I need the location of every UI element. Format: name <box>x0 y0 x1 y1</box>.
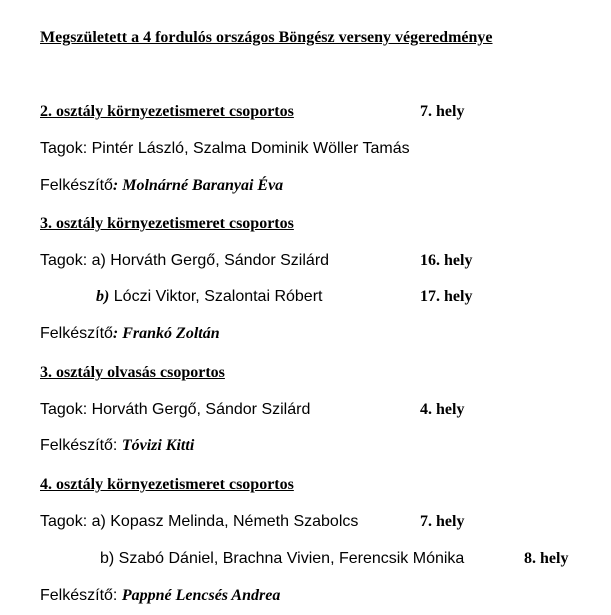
mentor-line <box>40 326 220 342</box>
mentor-name: Tóvizi Kitti <box>121 437 195 454</box>
mentor-label: Felkészítő <box>40 177 113 194</box>
team-a-place: 16. hely <box>420 252 473 269</box>
team-a-line <box>40 253 329 269</box>
section-heading: 4. osztály környezetismeret csoportos <box>40 476 294 493</box>
members-line: Tagok: Horváth Gergő, Sándor Szilárd <box>40 401 311 418</box>
team-b-members: Lóczi Viktor, Szalontai Róbert <box>109 288 323 305</box>
mentor-line <box>40 178 283 194</box>
mentor-label: Felkészítő: <box>40 587 122 604</box>
team-a-members: Horváth Gergő, Sándor Szilárd <box>110 252 330 269</box>
mentor-line <box>40 438 194 454</box>
team-a-prefix: Tagok: a) <box>40 252 111 269</box>
place-label: 4. hely <box>420 401 465 418</box>
team-b-place: 17. hely <box>420 288 473 305</box>
document-title: Megszületett a 4 fordulós országos Böngész verseny végeredménye <box>40 29 493 46</box>
mentor-name: Pappné Lencsés Andrea <box>121 587 281 604</box>
team-a-line: Tagok: a) Kopasz Melinda, Németh Szabolcs <box>40 513 359 530</box>
section-heading: 2. osztály környezetismeret csoportos <box>40 103 294 120</box>
mentor-name: : Frankó Zoltán <box>112 325 220 342</box>
team-b-label: b) <box>96 288 110 305</box>
team-b-place: 8. hely <box>524 550 569 567</box>
place-label: 7. hely <box>420 103 465 120</box>
team-a-place: 7. hely <box>420 513 465 530</box>
section-heading: 3. osztály környezetismeret csoportos <box>40 215 294 232</box>
mentor-line <box>40 588 280 604</box>
section-heading: 3. osztály olvasás csoportos <box>40 364 225 381</box>
mentor-label: Felkészítő: <box>40 437 122 454</box>
members-line: Tagok: Pintér László, Szalma Dominik Wöller Tamás <box>40 140 410 157</box>
team-b-line <box>96 289 322 305</box>
team-b-line: b) Szabó Dániel, Brachna Vivien, Ferencsik Mónika <box>100 550 465 567</box>
mentor-name: : Molnárné Baranyai Éva <box>112 177 284 194</box>
mentor-label: Felkészítő <box>40 325 113 342</box>
